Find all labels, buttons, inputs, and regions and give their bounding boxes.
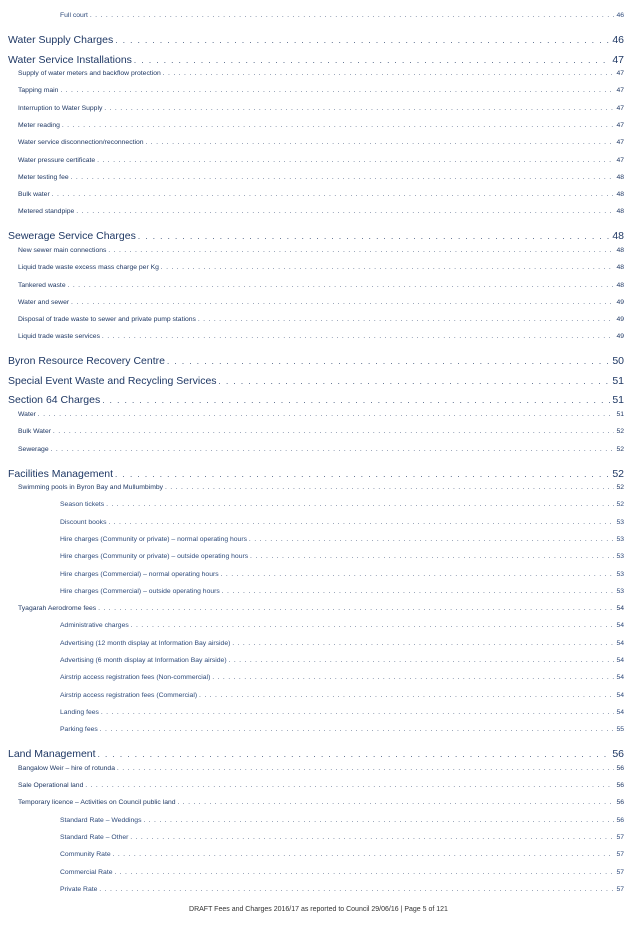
toc-entry[interactable] — [8, 468, 624, 480]
toc-entry-title: Community Rate — [60, 851, 111, 859]
toc-entry-page: 49 — [616, 298, 624, 306]
toc-entry-title: Bulk Water — [18, 428, 51, 436]
page-footer: DRAFT Fees and Charges 2016/17 as reported to Council 29/06/16 | Page 5 of 121 — [189, 906, 448, 913]
toc-entry-title: Private Rate — [60, 885, 98, 893]
toc-entry-page: 57 — [616, 851, 624, 859]
toc-entry-page: 52 — [612, 467, 624, 480]
toc-entry-page: 56 — [616, 764, 624, 772]
toc-entry-title: Section 64 Charges — [8, 394, 101, 407]
toc-entry-page: 53 — [616, 518, 624, 526]
toc-entry-page: 47 — [616, 70, 624, 77]
toc-leader-dots — [222, 589, 615, 595]
toc-leader-dots — [62, 123, 615, 129]
toc-entry-page: 57 — [616, 868, 624, 876]
toc-leader-dots — [98, 750, 611, 759]
toc-entry-title: Bulk water — [18, 191, 50, 199]
toc-leader-dots — [212, 675, 614, 681]
toc-entry[interactable] — [8, 230, 624, 242]
toc-entry-page: 49 — [616, 333, 624, 341]
toc-entry-title: Tyagarah Aerodrome fees — [18, 605, 97, 613]
toc-entry-title: Temporary licence – Activities on Council public land — [18, 799, 176, 807]
toc-entry-title: Bangalow Weir – hire of rotunda — [18, 764, 115, 772]
toc-entry-page: 48 — [616, 191, 624, 199]
toc-entry-page: 47 — [616, 121, 624, 129]
toc-entry-title: Special Event Waste and Recycling Services — [8, 374, 217, 387]
toc-entry[interactable] — [18, 247, 624, 254]
toc-leader-dots — [144, 818, 615, 824]
toc-entry[interactable] — [8, 394, 624, 406]
toc-leader-dots — [117, 766, 614, 772]
toc-entry-page: 54 — [616, 657, 624, 664]
toc-entry-page: 52 — [616, 428, 624, 436]
toc-entry-page: 54 — [616, 622, 624, 630]
toc-entry-title: Advertising (6 month display at Information Bay airside) — [60, 657, 227, 664]
toc-leader-dots — [104, 106, 614, 112]
toc-leader-dots — [130, 835, 614, 841]
toc-entry-title: Tankered waste — [18, 281, 66, 289]
toc-entry-title: Airstrip access registration fees (Non-commercial) — [60, 674, 211, 682]
toc-entry[interactable] — [18, 799, 624, 806]
toc-entry-page: 46 — [612, 34, 624, 46]
toc-entry-page: 51 — [612, 374, 624, 387]
toc-entry-page: 54 — [616, 605, 624, 613]
toc-leader-dots — [102, 334, 614, 340]
toc-entry-page: 52 — [616, 445, 624, 453]
toc-entry-title: Advertising (12 month display at Information Bay airside) — [60, 639, 231, 647]
toc-leader-dots — [131, 623, 615, 629]
toc-entry-page: 55 — [616, 726, 624, 734]
toc-leader-dots — [115, 470, 610, 479]
toc-entry-page: 49 — [616, 316, 624, 324]
toc-entry-title: Interruption to Water Supply — [18, 104, 103, 112]
toc-entry-title: Liquid trade waste excess mass charge per Kg — [18, 264, 159, 272]
toc-leader-dots — [90, 13, 614, 19]
toc-entry[interactable] — [8, 748, 624, 760]
toc-entry-page: 48 — [616, 208, 624, 216]
toc-entry[interactable] — [8, 54, 624, 66]
toc-entry-page: 53 — [616, 535, 624, 543]
toc-entry[interactable] — [60, 640, 624, 647]
toc-leader-dots — [250, 554, 614, 560]
toc-entry[interactable] — [60, 692, 624, 699]
toc-entry-title: Season tickets — [60, 501, 105, 509]
toc-entry[interactable] — [18, 157, 624, 164]
toc-entry[interactable] — [60, 519, 624, 526]
toc-entry-title: Meter testing fee — [18, 173, 69, 181]
toc-entry-title: Water pressure certificate — [18, 156, 96, 164]
toc-leader-dots — [113, 852, 615, 858]
toc-entry[interactable] — [18, 87, 624, 94]
toc-entry[interactable] — [18, 333, 624, 340]
toc-leader-dots — [161, 265, 615, 271]
toc-entry-title: Airstrip access registration fees (Commercial) — [60, 691, 198, 699]
toc-entry[interactable] — [18, 70, 624, 77]
toc-leader-dots — [98, 606, 614, 612]
toc-entry-page: 47 — [616, 87, 624, 95]
toc-entry-title: Facilities Management — [8, 467, 114, 480]
toc-entry-page: 48 — [616, 264, 624, 272]
toc-leader-dots — [115, 870, 615, 876]
toc-entry-page: 47 — [616, 156, 624, 164]
toc-entry[interactable] — [60, 851, 624, 858]
toc-entry-page: 53 — [616, 553, 624, 561]
toc-entry[interactable] — [60, 674, 624, 681]
toc-entry[interactable] — [8, 375, 624, 387]
toc-entry[interactable] — [60, 709, 624, 716]
toc-leader-dots — [68, 283, 615, 289]
toc-leader-dots — [138, 232, 610, 241]
toc-entry-title: Sale Operational land — [18, 782, 84, 789]
toc-leader-dots — [97, 158, 614, 164]
toc-leader-dots — [106, 502, 614, 508]
toc-entry-page: 50 — [612, 355, 624, 368]
toc-leader-dots — [71, 300, 614, 306]
toc-entry-title: Sewerage — [18, 445, 49, 453]
toc-entry-page: 48 — [616, 173, 624, 181]
toc-entry-title: Standard Rate – Other — [60, 833, 129, 841]
toc-leader-dots — [178, 800, 615, 806]
toc-entry-page: 53 — [616, 570, 624, 578]
toc-entry-title: Parking fees — [60, 726, 98, 734]
toc-entry[interactable] — [60, 622, 624, 629]
toc-entry-page: 57 — [616, 833, 624, 841]
toc-entry-page: 48 — [616, 246, 624, 254]
toc-entry[interactable] — [60, 886, 624, 893]
toc-leader-dots — [146, 140, 615, 146]
toc-leader-dots — [71, 175, 615, 181]
toc-entry-title: Supply of water meters and backflow protection — [18, 70, 161, 77]
toc-leader-dots — [165, 485, 614, 491]
toc-entry-title: Water — [18, 410, 36, 418]
toc-entry-title: Water Supply Charges — [8, 34, 114, 46]
toc-entry-title: Disposal of trade waste to sewer and private pump stations — [18, 316, 196, 324]
toc-entry-page: 51 — [616, 410, 624, 418]
toc-entry[interactable] — [60, 588, 624, 595]
toc-entry-title: Hire charges (Commercial) – normal operating hours — [60, 570, 219, 578]
toc-entry[interactable] — [60, 817, 624, 824]
toc-leader-dots — [163, 71, 615, 77]
toc-leader-dots — [85, 783, 614, 789]
toc-entry[interactable] — [60, 12, 624, 19]
toc-entry-title: Standard Rate – Weddings — [60, 816, 142, 824]
toc-entry-page: 51 — [612, 394, 624, 407]
toc-entry[interactable] — [18, 316, 624, 323]
toc-entry-page: 48 — [616, 281, 624, 289]
toc-leader-dots — [76, 209, 614, 215]
toc-entry-title: Tapping main — [18, 87, 59, 95]
toc-entry[interactable] — [60, 657, 624, 664]
toc-entry-page: 46 — [616, 12, 624, 19]
toc-leader-dots — [102, 396, 610, 405]
toc-entry[interactable] — [60, 501, 624, 508]
toc-entry-title: Land Management — [8, 748, 96, 761]
toc-entry[interactable] — [18, 765, 624, 772]
toc-entry-title: Landing fees — [60, 708, 99, 716]
toc-entry-page: 47 — [616, 104, 624, 112]
toc-entry-title: Water service disconnection/reconnection — [18, 139, 144, 147]
toc-leader-dots — [134, 56, 610, 65]
toc-entry[interactable] — [18, 139, 624, 146]
toc-entry[interactable] — [18, 782, 624, 789]
toc-entry-title: Commercial Rate — [60, 868, 113, 876]
toc-entry[interactable] — [60, 726, 624, 733]
toc-entry[interactable] — [18, 299, 624, 306]
toc-leader-dots — [101, 710, 615, 716]
toc-entry-page: 57 — [616, 885, 624, 893]
toc-entry[interactable] — [8, 34, 624, 46]
toc-leader-dots — [249, 537, 614, 543]
toc-leader-dots — [60, 88, 614, 94]
toc-entry-title: Byron Resource Recovery Centre — [8, 355, 165, 368]
toc-leader-dots — [115, 36, 610, 45]
toc-leader-dots — [52, 192, 615, 198]
toc-leader-dots — [232, 641, 614, 647]
toc-entry-title: Liquid trade waste services — [18, 333, 100, 341]
toc-entry-page: 56 — [616, 799, 624, 807]
toc-entry-page: 56 — [616, 782, 624, 789]
toc-entry-page: 56 — [616, 816, 624, 824]
toc-entry[interactable] — [18, 484, 624, 491]
toc-entry-page: 54 — [616, 708, 624, 716]
toc-entry-title: Water and sewer — [18, 298, 70, 306]
toc-entry-title: Meter reading — [18, 121, 60, 129]
toc-leader-dots — [199, 693, 614, 699]
toc-entry-title: Hire charges (Community or private) – outside operating hours — [60, 553, 249, 561]
toc-leader-dots — [229, 658, 615, 664]
toc-entry-page: 54 — [616, 674, 624, 682]
toc-entry[interactable] — [18, 264, 624, 271]
toc-entry[interactable] — [18, 208, 624, 215]
toc-entry-title: Discount books — [60, 518, 107, 526]
toc-entry[interactable] — [18, 605, 624, 612]
toc-entry[interactable] — [18, 174, 624, 181]
toc-leader-dots — [53, 429, 614, 435]
toc-entry[interactable] — [60, 536, 624, 543]
toc-entry-page: 54 — [616, 691, 624, 699]
toc-entry[interactable] — [18, 191, 624, 198]
toc-entry-page: 52 — [616, 484, 624, 491]
toc-entry-title: Sewerage Service Charges — [8, 230, 136, 243]
toc-entry[interactable] — [18, 122, 624, 129]
toc-entry[interactable] — [18, 411, 624, 418]
toc-entry-title: Administrative charges — [60, 622, 129, 630]
toc-leader-dots — [198, 317, 614, 323]
toc-leader-dots — [108, 520, 614, 526]
toc-entry[interactable] — [60, 834, 624, 841]
toc-entry-title: Hire charges (Commercial) – outside operating hours — [60, 587, 220, 595]
toc-leader-dots — [108, 248, 614, 254]
toc-leader-dots — [99, 887, 614, 893]
toc-entry[interactable] — [60, 869, 624, 876]
toc-entry-page: 53 — [616, 587, 624, 595]
toc-entry-title: Swimming pools in Byron Bay and Mullumbimby — [18, 484, 164, 491]
toc-entry-page: 48 — [612, 230, 624, 243]
toc-leader-dots — [219, 377, 611, 386]
toc-leader-dots — [51, 447, 615, 453]
toc-entry[interactable] — [18, 282, 624, 289]
toc-entry-title: New sewer main connections — [18, 246, 107, 254]
toc-entry-title: Metered standpipe — [18, 208, 75, 216]
toc-entry[interactable] — [8, 355, 624, 367]
toc-entry-title: Full court — [60, 12, 88, 19]
toc-entry-page: 54 — [616, 639, 624, 647]
toc-leader-dots — [221, 572, 615, 578]
toc-entry-title: Hire charges (Community or private) – normal operating hours — [60, 535, 247, 543]
toc-entry-page: 52 — [616, 501, 624, 509]
toc-entry-page: 56 — [612, 748, 624, 761]
toc-entry[interactable] — [60, 553, 624, 560]
toc-entry-page: 47 — [612, 53, 624, 66]
toc-entry[interactable] — [60, 571, 624, 578]
toc-entry[interactable] — [18, 105, 624, 112]
toc-leader-dots — [38, 412, 615, 418]
toc-leader-dots — [167, 357, 610, 366]
toc-entry[interactable] — [18, 446, 624, 453]
toc-leader-dots — [100, 727, 615, 733]
toc-entry[interactable] — [18, 428, 624, 435]
toc-entry-title: Water Service Installations — [8, 53, 132, 66]
toc-entry-page: 47 — [616, 139, 624, 147]
